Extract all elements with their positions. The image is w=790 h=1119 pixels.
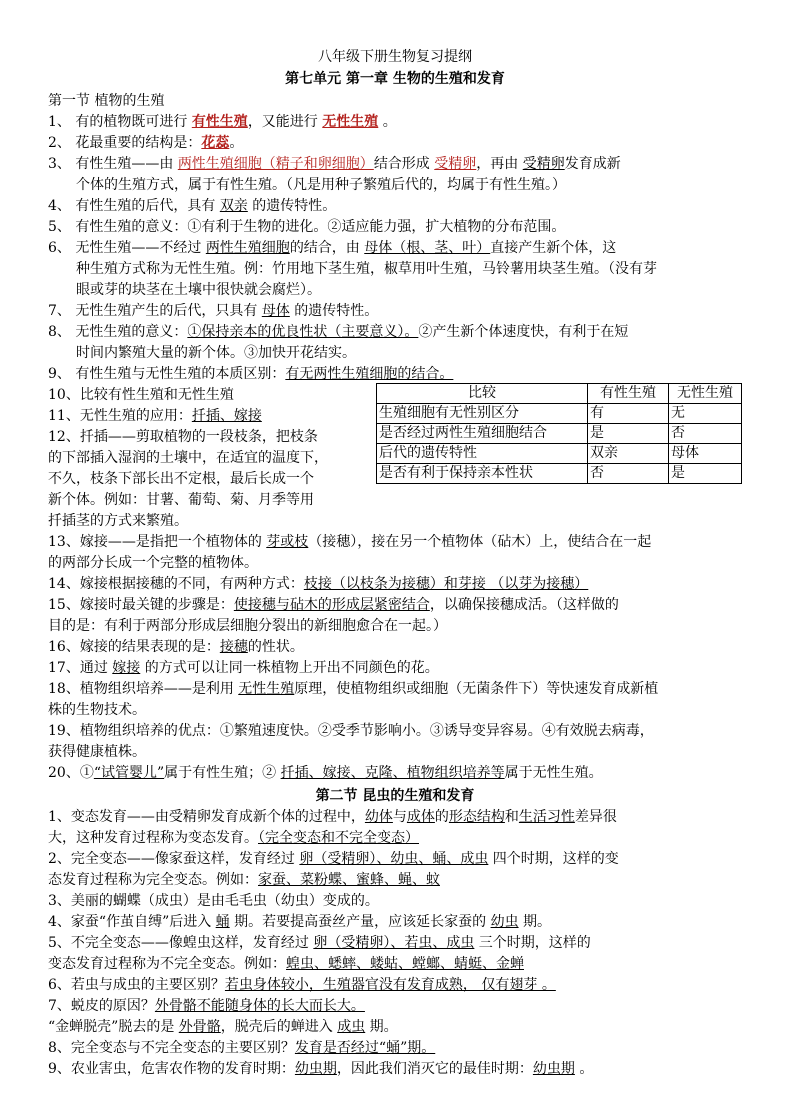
table-cell: 是否经过两性生殖细胞结合 [377, 424, 588, 444]
table-cell: 后代的遗传特性 [377, 444, 588, 464]
item-2: 2、 花最重要的结构是：花蕊。 [48, 135, 244, 151]
table-cell: 无 [669, 404, 742, 424]
item-1: 1、 有的植物既可进行 有性生殖，又能进行 无性生殖 。 [48, 114, 397, 130]
s2-item-1-line-1: 1、变态发育——由受精卵发育成新个体的过程中，幼体与成体的形态结构和生活习性差异很 [48, 809, 617, 825]
item-6-line-1: 6、 无性生殖——不经过 两性生殖细胞的结合，由 母体（根、茎、叶）直接产生新个体，这 [48, 240, 617, 256]
section-2-heading: 第二节 昆虫的生殖和发育 [315, 788, 475, 804]
table-cell: 是否有利于保持亲本性状 [377, 464, 588, 484]
item-4: 4、 有性生殖的后代，具有 双亲 的遗传特性。 [48, 198, 337, 214]
item-19-line-1: 19、植物组织培养的优点：①繁殖速度快。②受季节影响小。③诱导变异容易。④有效脱去病毒， [48, 723, 654, 739]
unit-title: 第七单元 第一章 生物的生殖和发育 [285, 71, 505, 87]
table-cell: 双亲 [588, 444, 669, 464]
s2-item-2-line-2: 态发育过程称为完全变态。例如：家蚕、菜粉蝶、蜜蜂、蝇、蚊 [48, 872, 440, 888]
item-14: 14、嫁接根据接穗的不同，有两种方式：枝接（以枝条为接穗）和芽接 （以芽为接穗） [48, 576, 589, 592]
item-6-line-2: 种生殖方式称为无性生殖。例：竹用地下茎生殖，椒草用叶生殖，马铃薯用块茎生殖。（没有芽 [76, 261, 657, 277]
item-15-line-1: 15、嫁接时最关键的步骤是：使接穗与砧木的形成层紧密结合，以确保接穗成活。（这样做的 [48, 597, 619, 613]
item-12-line-2: 的下部插入湿润的土壤中，在适宜的温度下， [48, 450, 328, 466]
comparison-table [376, 383, 742, 484]
s2-item-4: 4、家蚕“作茧自缚”后进入 蛹 期。若要提高蚕丝产量，应该延长家蚕的 幼虫 期。 [48, 914, 552, 930]
s2-item-1-line-2: 大，这种发育过程称为变态发育。（完全变态和不完全变态） [48, 830, 419, 846]
item-12-line-4: 新个体。例如：甘薯、葡萄、菊、月季等用 [48, 492, 314, 508]
s2-item-8: 8、完全变态与不完全变态的主要区别？发育是否经过“蛹”期。 [48, 1040, 436, 1056]
item-9: 9、 有性生殖与无性生殖的本质区别：有无两性生殖细胞的结合。 [48, 366, 454, 382]
s2-item-7-sub: “金蝉脱壳”脱去的是 外骨骼，脱壳后的蝉进入 成虫 期。 [48, 1019, 398, 1035]
table-header-cell: 无性生殖 [669, 384, 742, 404]
table-row [377, 464, 742, 484]
item-19-line-2: 获得健康植株。 [48, 744, 146, 760]
table-header-row [377, 384, 742, 404]
item-8-line-2: 时间内繁殖大量的新个体。③加快开花结实。 [76, 345, 356, 361]
item-3-line-2: 个体的生殖方式，属于有性生殖。（凡是用种子繁殖后代的，均属于有性生殖。） [76, 177, 566, 193]
table-cell: 有 [588, 404, 669, 424]
item-12-line-5: 扦插茎的方式来繁殖。 [48, 513, 188, 529]
table-row [377, 424, 742, 444]
table-header-cell: 比较 [377, 384, 588, 404]
table-cell: 母体 [669, 444, 742, 464]
table-cell: 否 [588, 464, 669, 484]
item-18-line-1: 18、植物组织培养——是利用 无性生殖原理，使植物组织或细胞（无菌条件下）等快速发育成新植 [48, 681, 659, 697]
table-header-cell: 有性生殖 [588, 384, 669, 404]
table-cell: 否 [669, 424, 742, 444]
s2-item-5-line-2: 变态发育过程称为不完全变态。例如：蝗虫、蟋蟀、蝼蛄、螳螂、蜻蜓、金蝉 [48, 956, 524, 972]
item-5: 5、 有性生殖的意义：①有利于生物的进化。②适应能力强，扩大植物的分布范围。 [48, 219, 566, 235]
item-8-line-1: 8、 无性生殖的意义：①保持亲本的优良性状（主要意义）。②产生新个体速度快，有利于在短 [48, 324, 629, 340]
document-title: 八年级下册生物复习提纲 [318, 49, 472, 65]
item-18-line-2: 株的生物技术。 [48, 702, 146, 718]
section-1-heading: 第一节 植物的生殖 [48, 93, 165, 109]
table-cell: 是 [588, 424, 669, 444]
item-12-line-3: 不久，枝条下部长出不定根，最后长成一个 [48, 471, 314, 487]
s2-item-3: 3、美丽的蝴蝶（成虫）是由毛毛虫（幼虫）变成的。 [48, 893, 379, 909]
item-6-line-3: 眼或芽的块茎在土壤中很快就会腐烂）。 [76, 282, 321, 298]
item-20: 20、①“试管婴儿”属于有性生殖；② 扦插、嫁接、克隆、植物组织培养等属于无性生殖。 [48, 765, 603, 781]
item-12-line-1: 12、扦插——剪取植物的一段枝条，把枝条 [48, 429, 318, 445]
s2-item-6: 6、若虫与成虫的主要区别？若虫身体较小，生殖器官没有发育成熟， 仅有翅芽 。 [48, 977, 556, 993]
item-15-line-2: 目的是：有利于两部分形成层细胞分裂出的新细胞愈合在一起。） [48, 618, 447, 634]
table-row [377, 444, 742, 464]
item-3-line-1: 3、 有性生殖——由 两性生殖细胞（精子和卵细胞）结合形成 受精卵，再由 受精卵发育成新 [48, 156, 621, 172]
s2-item-7: 7、蜕皮的原因？外骨骼不能随身体的长大而长大。 [48, 998, 365, 1014]
item-10: 10、比较有性生殖和无性生殖 [48, 387, 234, 403]
s2-item-2-line-1: 2、完全变态——像家蚕这样，发育经过 卵（受精卵）、幼虫、蛹、成虫 四个时期，这样的变 [48, 851, 619, 867]
table-row [377, 404, 742, 424]
table-cell: 是 [669, 464, 742, 484]
s2-item-9: 9、农业害虫，危害农作物的发育时期：幼虫期，因此我们消灭它的最佳时期：幼虫期 。 [48, 1061, 594, 1077]
item-13-line-1: 13、嫁接——是指把一个植物体的 芽或枝（接穗），接在另一个植物体（砧木）上，使结合在一起 [48, 534, 652, 550]
item-17: 17、通过 嫁接 的方式可以让同一株植物上开出不同颜色的花。 [48, 660, 439, 676]
table-cell: 生殖细胞有无性别区分 [377, 404, 588, 424]
s2-item-5-line-1: 5、不完全变态——像蝗虫这样，发育经过 卵（受精卵）、若虫、成虫 三个时期，这样的 [48, 935, 591, 951]
item-13-line-2: 的两部分长成一个完整的植物体。 [48, 555, 258, 571]
item-11: 11、无性生殖的应用：扦插、嫁接 [48, 408, 262, 424]
item-16: 16、嫁接的结果表现的是：接穗的性状。 [48, 639, 304, 655]
item-7: 7、 无性生殖产生的后代，只具有 母体 的遗传特性。 [48, 303, 379, 319]
